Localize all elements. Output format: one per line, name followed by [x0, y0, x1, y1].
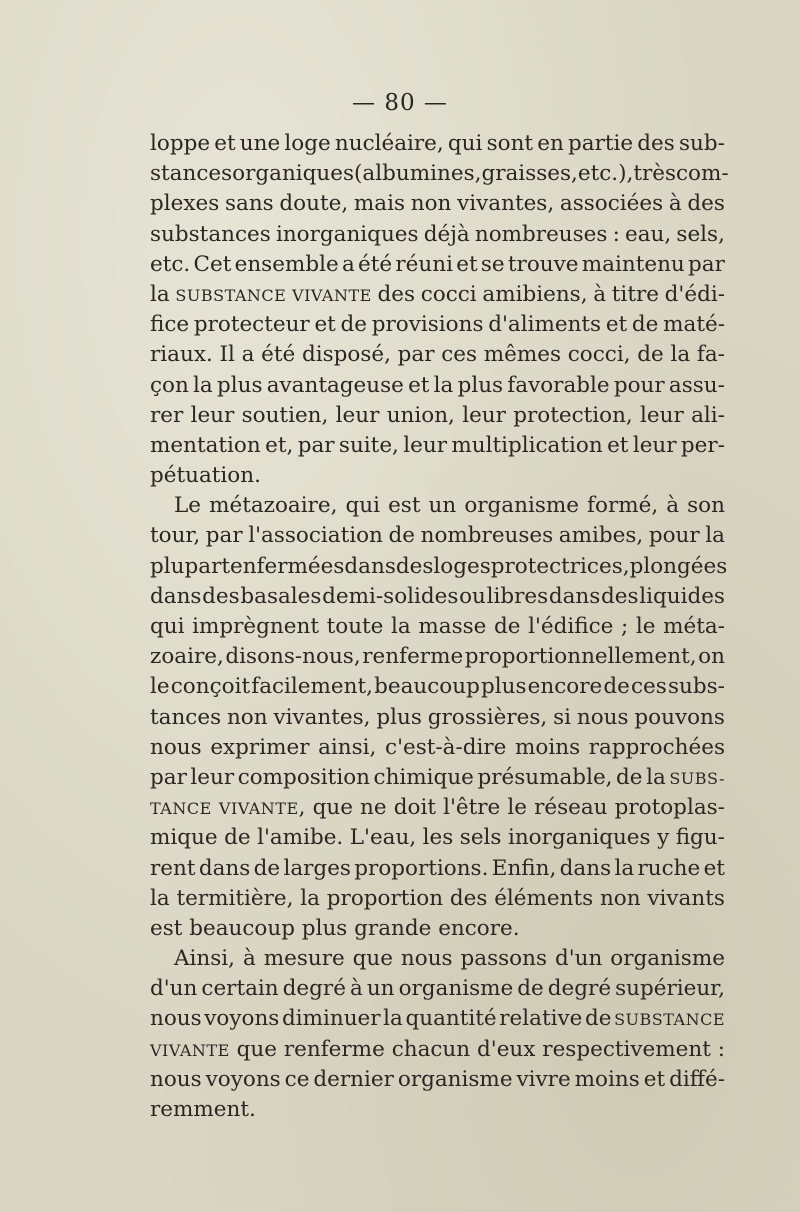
word: méta-	[663, 614, 725, 639]
word: doit	[393, 795, 436, 821]
word: doute,	[279, 191, 349, 217]
word: c'est-à-dire	[385, 734, 507, 760]
word: nous	[576, 704, 629, 730]
word: par	[297, 432, 335, 458]
word: demi-solides	[322, 583, 459, 609]
word: facilement,	[251, 674, 373, 700]
word: la	[670, 342, 691, 368]
word: proportionnellement,	[464, 644, 697, 670]
word: si	[553, 704, 572, 730]
text-line	[150, 1004, 725, 1034]
text-line	[150, 582, 725, 612]
word: présumable,	[477, 764, 613, 790]
text-line	[150, 642, 725, 672]
text-line	[150, 461, 725, 491]
word: maté-	[663, 312, 725, 338]
word: soutien,	[241, 402, 329, 428]
word: qui	[447, 131, 483, 156]
word: des	[687, 191, 725, 217]
word: nucléaire,	[334, 131, 444, 156]
text-line	[150, 250, 725, 280]
word: imprègnent	[192, 614, 319, 639]
word: trouve	[507, 251, 579, 277]
word: non	[226, 704, 268, 730]
text-line	[150, 974, 725, 1004]
word: le	[507, 795, 527, 821]
word: organisme	[464, 493, 579, 519]
word: chacun	[391, 1036, 471, 1062]
word: degré	[282, 976, 346, 1002]
word: ces	[441, 342, 478, 368]
word: L'eau,	[349, 825, 417, 851]
word: des	[600, 583, 639, 609]
small-caps-word: SUBSTANCE	[614, 1010, 725, 1030]
word: leur	[403, 432, 447, 458]
word: la	[614, 855, 635, 881]
word: a	[341, 251, 355, 277]
word: ne	[360, 795, 387, 821]
word: éléments	[494, 885, 594, 911]
word: l'amibe.	[257, 825, 344, 851]
word: renferme	[362, 644, 464, 670]
word: leur	[640, 402, 684, 428]
text-line	[150, 612, 725, 642]
word: leur	[462, 402, 506, 428]
word: et,	[265, 432, 294, 458]
word: de	[253, 855, 281, 881]
word: l'association	[248, 523, 383, 549]
word: que	[236, 1036, 277, 1062]
word: par	[205, 523, 243, 549]
word: rer	[150, 402, 184, 428]
text-line	[150, 401, 725, 431]
word: stances	[150, 161, 233, 187]
word: disposé,	[301, 342, 391, 368]
word: substances	[150, 221, 271, 247]
word: de	[517, 976, 544, 1002]
word: de	[224, 825, 251, 851]
text-line	[150, 521, 725, 551]
word: dans	[559, 855, 612, 881]
word: dans	[344, 553, 396, 579]
word: non	[599, 885, 641, 911]
word: suite,	[338, 432, 399, 458]
word: la	[391, 614, 411, 639]
word: proportion	[326, 885, 444, 911]
word: zoaire,	[150, 644, 224, 670]
word: :	[612, 221, 620, 247]
word: l'édifice	[528, 614, 614, 639]
word: proportions.	[354, 855, 489, 881]
word: tances	[150, 704, 222, 730]
word: composition	[237, 764, 370, 790]
word: de	[388, 523, 415, 549]
word: leur	[190, 764, 235, 790]
word: des	[395, 553, 434, 579]
word: organisme	[398, 976, 514, 1002]
word: on	[698, 644, 725, 670]
word: la	[300, 885, 320, 911]
text-line	[150, 884, 725, 914]
text-line	[150, 310, 725, 340]
word: termitière,	[176, 885, 294, 911]
word: que	[352, 946, 393, 972]
word: leur	[190, 402, 235, 428]
word: nous	[150, 1066, 202, 1092]
word: et	[605, 312, 628, 338]
word: protectrices,	[490, 553, 630, 579]
word: associées	[559, 191, 664, 217]
word: formé,	[587, 493, 659, 519]
word: en	[537, 131, 564, 156]
word: (albumines,	[354, 161, 482, 187]
word: et	[408, 372, 430, 398]
word: favorable	[507, 372, 610, 398]
word: la	[705, 523, 725, 549]
word: mêmes	[483, 342, 562, 368]
word: protection,	[513, 402, 633, 428]
word: été	[358, 251, 393, 277]
word: voyons	[204, 1006, 280, 1032]
word: rent	[150, 855, 196, 881]
word: sont	[486, 131, 534, 156]
word: rapprochées	[588, 734, 725, 760]
word: dans	[198, 855, 251, 881]
word: beaucoup	[374, 674, 480, 700]
text-line	[150, 703, 725, 733]
word: relative	[499, 1006, 583, 1032]
word: supérieur,	[615, 976, 725, 1002]
word: protecteur	[193, 312, 310, 338]
word: conçoit	[170, 674, 251, 700]
word: amibes,	[558, 523, 644, 549]
word: de	[616, 764, 643, 790]
small-caps-word: TANCE	[150, 799, 212, 819]
word: la	[150, 281, 170, 307]
word: plupart	[150, 553, 230, 579]
word: maintenu	[581, 251, 685, 277]
word: que	[312, 795, 353, 821]
page-number: — 80 —	[352, 90, 448, 116]
word: déjà	[423, 221, 470, 247]
word: basales	[240, 583, 322, 609]
word: les	[422, 825, 454, 851]
word: de	[340, 312, 368, 338]
word: à	[668, 191, 682, 217]
word: quantité	[405, 1006, 497, 1032]
word: mentation	[150, 432, 261, 458]
word: par	[150, 764, 187, 790]
word: à	[593, 281, 607, 307]
word: masse	[418, 614, 487, 639]
word: ensemble	[234, 251, 339, 277]
word: voyons	[205, 1066, 281, 1092]
word: la	[150, 885, 170, 911]
word: loge	[284, 131, 331, 156]
word: de	[584, 1006, 612, 1032]
word: vivantes,	[457, 191, 555, 217]
word: plus	[481, 674, 527, 700]
word: Ainsi,	[174, 946, 235, 972]
word: ces	[631, 674, 667, 700]
text-line	[150, 914, 725, 944]
word: et	[456, 251, 478, 277]
word: etc.	[150, 251, 191, 277]
word: sels,	[676, 221, 725, 247]
word: la	[646, 764, 666, 790]
word: çon	[150, 372, 189, 398]
word: graisses,	[481, 161, 578, 187]
word: figu-	[675, 825, 725, 851]
small-caps-word: SUBSTANCE	[175, 285, 287, 305]
word: vivantes,	[273, 704, 371, 730]
word: plus	[376, 704, 422, 730]
word: de	[637, 342, 664, 368]
word: larges	[283, 855, 351, 881]
word: partie	[567, 131, 634, 156]
word: par	[397, 342, 435, 368]
word: ainsi,	[318, 734, 377, 760]
word: dans	[150, 583, 202, 609]
word: d'édi-	[664, 281, 725, 307]
small-caps-word: SUBS-	[669, 768, 725, 788]
word: organisme	[397, 1066, 513, 1092]
word: d'un	[554, 946, 603, 972]
word: grossières,	[427, 704, 548, 730]
word: qui	[345, 493, 381, 519]
word: ;	[621, 614, 629, 639]
word: des	[637, 131, 675, 156]
body-text	[150, 129, 729, 1125]
word: réseau	[534, 795, 608, 821]
word: renferme	[283, 1036, 385, 1062]
text-line	[150, 854, 725, 884]
word: d'un	[150, 976, 198, 1002]
word: ce	[284, 1066, 310, 1092]
word: le	[150, 674, 170, 700]
word: loges	[433, 553, 491, 579]
text-line	[150, 1035, 725, 1065]
word: ali-	[691, 402, 725, 428]
word: des	[449, 885, 488, 911]
word: libres	[486, 583, 549, 609]
word: riaux.	[150, 342, 213, 368]
text-line	[150, 129, 725, 159]
word: leur	[632, 432, 677, 458]
word: certain	[201, 976, 279, 1002]
text-line	[150, 340, 725, 370]
text-line	[150, 491, 725, 521]
text-line	[150, 552, 728, 582]
word: titre	[611, 281, 659, 307]
word: ou	[459, 583, 486, 609]
word: amibiens,	[482, 281, 588, 307]
text-line	[150, 1065, 725, 1095]
word: a	[241, 342, 255, 368]
word: cocci	[420, 281, 477, 307]
word: liquides	[639, 583, 725, 609]
word: mais	[353, 191, 406, 217]
word: :	[717, 1036, 725, 1062]
word: disons-nous,	[225, 644, 361, 670]
text-line	[150, 280, 725, 310]
word: qui	[150, 614, 185, 639]
small-caps-word: VIVANTE	[292, 285, 372, 305]
word: mesure	[263, 946, 345, 972]
word: etc.),	[577, 161, 634, 187]
text-line	[150, 733, 725, 763]
word: et	[643, 1066, 666, 1092]
word: organisme	[610, 946, 725, 972]
word: protoplas-	[614, 795, 725, 821]
word: enfermées	[230, 553, 345, 579]
word: vivants	[647, 885, 725, 911]
word: la	[433, 372, 454, 398]
line-text: est beaucoup plus grande encore.	[150, 915, 520, 941]
text-line	[150, 944, 725, 974]
word: de	[631, 312, 659, 338]
text-line	[150, 823, 725, 853]
word: vivre	[516, 1066, 571, 1092]
word: nombreuses	[420, 523, 554, 549]
word: plus	[216, 372, 263, 398]
word: très	[633, 161, 677, 187]
word: et	[314, 312, 336, 338]
word: de	[603, 674, 630, 700]
word: été	[261, 342, 296, 368]
word: chimique	[373, 764, 474, 790]
small-caps-word: VIVANTE	[150, 1040, 230, 1060]
word: dernier	[313, 1066, 394, 1092]
text-line	[150, 189, 725, 219]
word: loppe	[150, 131, 211, 156]
word: fa-	[696, 342, 725, 368]
word: com-	[676, 161, 729, 187]
word: Il	[219, 342, 235, 368]
word: plus	[457, 372, 504, 398]
word: de	[493, 614, 521, 639]
word: métazoaire,	[209, 493, 338, 519]
word: d'eux	[477, 1036, 536, 1062]
word: à	[242, 946, 256, 972]
small-caps-word: VIVANTE,	[218, 795, 306, 821]
word: et	[703, 855, 725, 881]
text-line	[150, 1095, 725, 1125]
word: sans	[224, 191, 274, 217]
word: provisions	[371, 312, 484, 338]
word: y	[657, 825, 670, 851]
word: assu-	[668, 372, 725, 398]
word: par	[688, 251, 725, 277]
word: toute	[326, 614, 384, 639]
word: plexes	[150, 191, 220, 217]
word: nous	[150, 1006, 202, 1032]
word: mique	[150, 825, 218, 851]
word: nous	[400, 946, 453, 972]
word: moins	[574, 1066, 640, 1092]
word: Enfin,	[491, 855, 557, 881]
word: un	[428, 493, 457, 519]
word: se	[480, 251, 505, 277]
text-line	[150, 431, 725, 461]
text-line	[150, 672, 725, 702]
word: plongées	[629, 553, 728, 579]
line-text: remment.	[150, 1097, 256, 1122]
word: une	[239, 131, 281, 156]
word: organiques	[232, 161, 355, 187]
word: sub-	[678, 131, 725, 156]
word: l'être	[443, 795, 501, 821]
word: pour	[613, 372, 665, 398]
word: est	[388, 493, 421, 519]
word: cocci,	[567, 342, 631, 368]
word: d'aliments	[488, 312, 602, 338]
word: le	[635, 614, 656, 639]
word: à	[349, 976, 363, 1002]
word: leur	[335, 402, 380, 428]
word: tour,	[150, 523, 201, 549]
word: sels	[459, 825, 502, 851]
word: diminuer	[281, 1006, 381, 1032]
word: son	[687, 493, 725, 519]
text-line	[150, 793, 725, 823]
word: et	[214, 131, 236, 156]
word: per-	[680, 432, 725, 458]
word: nous	[150, 734, 202, 760]
word: degré	[547, 976, 612, 1002]
word: des	[377, 281, 416, 307]
word: inorganiques	[507, 825, 651, 851]
word: union,	[386, 402, 455, 428]
word: la	[193, 372, 213, 398]
word: eau,	[625, 221, 672, 247]
word: ruche	[637, 855, 701, 881]
word: passons	[460, 946, 548, 972]
word: dans	[548, 583, 601, 609]
word: fice	[150, 312, 190, 338]
word: diffé-	[669, 1066, 725, 1092]
text-line	[150, 763, 725, 793]
word: et	[607, 432, 629, 458]
word: Le	[174, 493, 202, 519]
text-line	[150, 371, 725, 401]
word: la	[383, 1006, 403, 1032]
word: des	[202, 583, 240, 609]
word: pour	[648, 523, 700, 549]
word: inorganiques	[275, 221, 419, 247]
word: exprimer	[210, 734, 310, 760]
word: nombreuses	[474, 221, 608, 247]
word: réuni	[395, 251, 453, 277]
word: Cet	[193, 251, 232, 277]
word: avantageuse	[266, 372, 404, 398]
word: pouvons	[634, 704, 725, 730]
word: respectivement	[542, 1036, 711, 1062]
line-text: pétuation.	[150, 463, 261, 489]
word: à	[666, 493, 680, 519]
word: encore	[527, 674, 603, 700]
text-line	[150, 220, 725, 250]
text-line	[150, 159, 729, 189]
word: subs-	[667, 674, 725, 700]
word: moins	[515, 734, 581, 760]
word: un	[366, 976, 395, 1002]
word: non	[410, 191, 452, 217]
word: multiplication	[451, 432, 603, 458]
